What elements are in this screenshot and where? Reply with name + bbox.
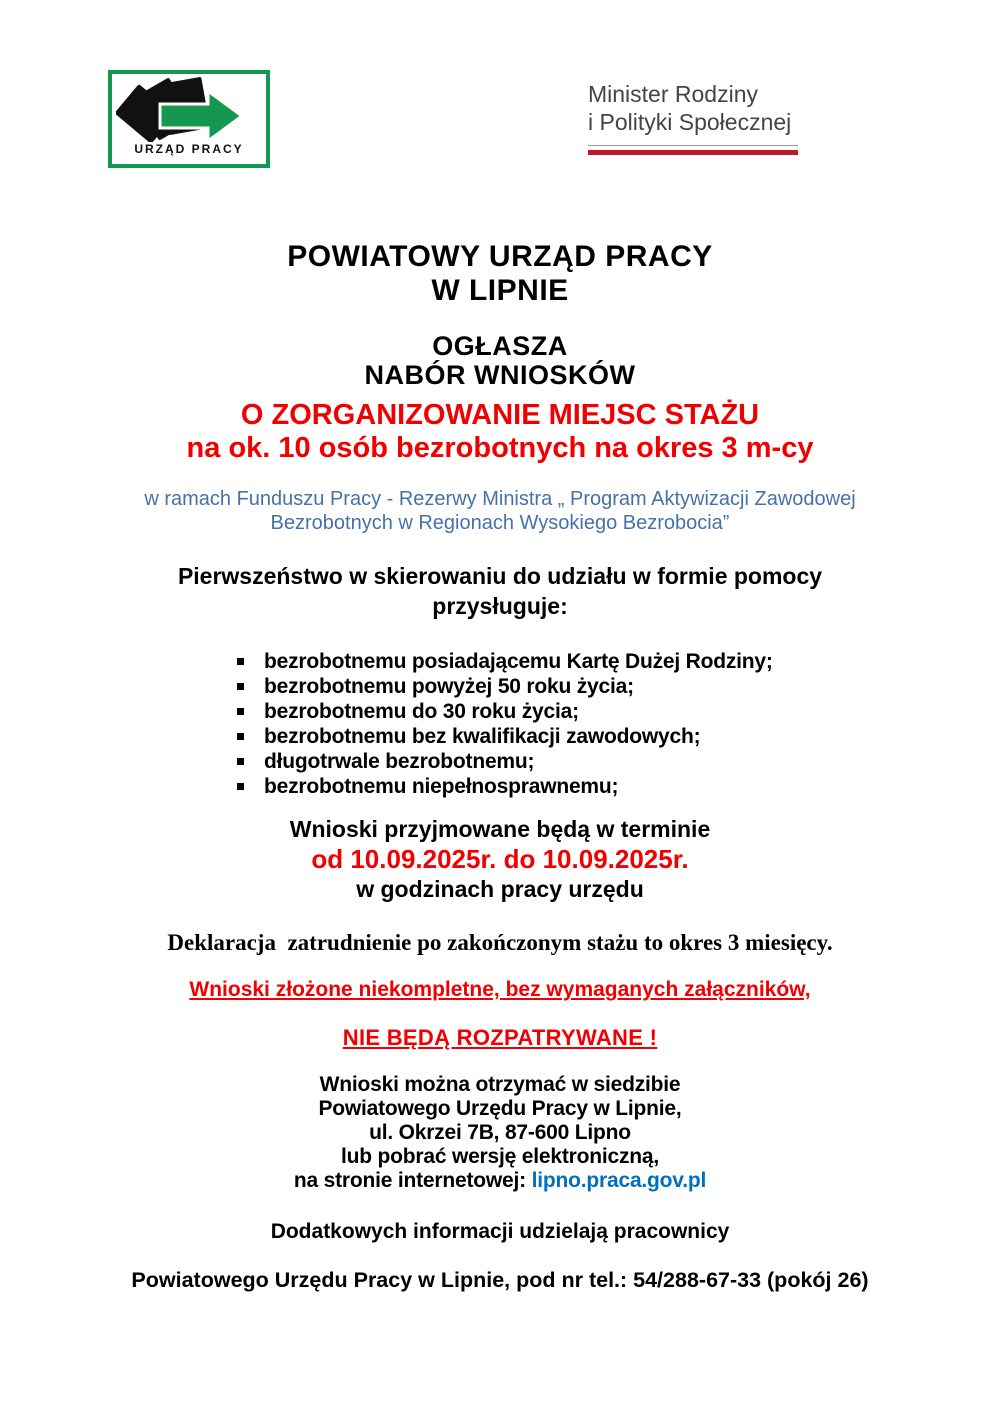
square-bullet-icon — [237, 758, 244, 765]
square-bullet-icon — [237, 733, 244, 740]
square-bullet-icon — [237, 683, 244, 690]
availability-line3: ul. Okrzei 7B, 87-600 Lipno — [369, 1121, 631, 1144]
priority-item-label: bezrobotnemu niepełnosprawnemu; — [264, 775, 619, 798]
deadline-dates: od 10.09.2025r. do 10.09.2025r. — [311, 844, 689, 874]
minister-logo-line2: i Polityki Społecznej — [588, 109, 792, 135]
priority-item-label: bezrobotnemu bez kwalifikacji zawodowych; — [264, 725, 701, 748]
declaration-note: Deklaracja zatrudnienie po zakończonym stażu to okres 3 miesięcy. — [167, 930, 833, 955]
priority-item-label: bezrobotnemu powyżej 50 roku życia; — [264, 675, 634, 698]
availability-line4: lub pobrać wersję elektroniczną, — [340, 1145, 660, 1168]
minister-logo-line1: Minister Rodziny — [588, 81, 758, 107]
footer-line2: Powiatowego Urzędu Pracy w Lipnie, pod nr tel.: 54/288-67-33 (pokój 26) — [131, 1268, 869, 1292]
square-bullet-icon — [237, 783, 244, 790]
availability-website-line — [0, 1169, 1000, 1193]
poland-flag-bar — [588, 145, 798, 155]
priority-item — [237, 674, 1000, 699]
subject-line2: na ok. 10 osób bezrobotnych na okres 3 m-cy — [186, 432, 814, 464]
priority-list — [237, 649, 1000, 799]
page-title-line2: W LIPNIE — [431, 274, 569, 307]
announce-line2: NABÓR WNIOSKÓW — [364, 360, 636, 390]
announcement-content — [0, 240, 1000, 1293]
priority-item-label: bezrobotnemu do 30 roku życia; — [264, 700, 579, 723]
priority-item — [237, 724, 1000, 749]
warning-line2: NIE BĘDĄ ROZPATRYWANE ! — [342, 1025, 658, 1050]
urzad-pracy-logo-label: URZĄD PRACY — [134, 142, 244, 156]
page-title-line1: POWIATOWY URZĄD PRACY — [287, 240, 713, 273]
announcement-block — [0, 332, 1000, 390]
website-link[interactable]: lipno.praca.gov.pl — [531, 1169, 707, 1192]
priority-item-label: bezrobotnemu posiadającemu Kartę Dużej Rodziny; — [264, 650, 773, 673]
availability-line1: Wnioski można otrzymać w siedzibie — [319, 1073, 681, 1096]
priority-item — [237, 749, 1000, 774]
footer-line1: Dodatkowych informacji udzielają pracownicy — [270, 1220, 730, 1243]
subject-line1: O ZORGANIZOWANIE MIEJSC STAŻU — [240, 399, 760, 431]
announce-line1: OGŁASZA — [432, 331, 568, 361]
flag-red-stripe — [588, 150, 798, 155]
deadline-line1: Wnioski przyjmowane będą w terminie — [289, 816, 711, 842]
availability-line2: Powiatowego Urzędu Pracy w Lipnie, — [318, 1097, 682, 1120]
deadline-line3: w godzinach pracy urzędu — [356, 876, 644, 902]
availability-block — [0, 1073, 1000, 1193]
priority-heading: Pierwszeństwo w skierowaniu do udziału w formie pomocy przysługuje: — [177, 563, 823, 619]
square-bullet-icon — [237, 708, 244, 715]
warning-line1: Wnioski złożone niekompletne, bez wymaganych załączników, — [189, 978, 811, 1001]
priority-item — [237, 774, 1000, 799]
website-label: na stronie internetowej: — [293, 1169, 526, 1192]
priority-item — [237, 649, 1000, 674]
documents-arrow-icon — [116, 76, 262, 142]
priority-item-label: długotrwale bezrobotnemu; — [264, 750, 535, 773]
urzad-pracy-logo — [108, 70, 270, 168]
minister-logo — [588, 80, 800, 155]
program-note: w ramach Funduszu Pracy - Rezerwy Ministra „ Program Aktywizacji Zawodowej Bezrobotnych w Regionach Wysokiego Bezrobocia” — [144, 488, 856, 534]
subject-block — [0, 399, 1000, 465]
priority-item — [237, 699, 1000, 724]
deadline-block — [0, 815, 1000, 903]
square-bullet-icon — [237, 658, 244, 665]
